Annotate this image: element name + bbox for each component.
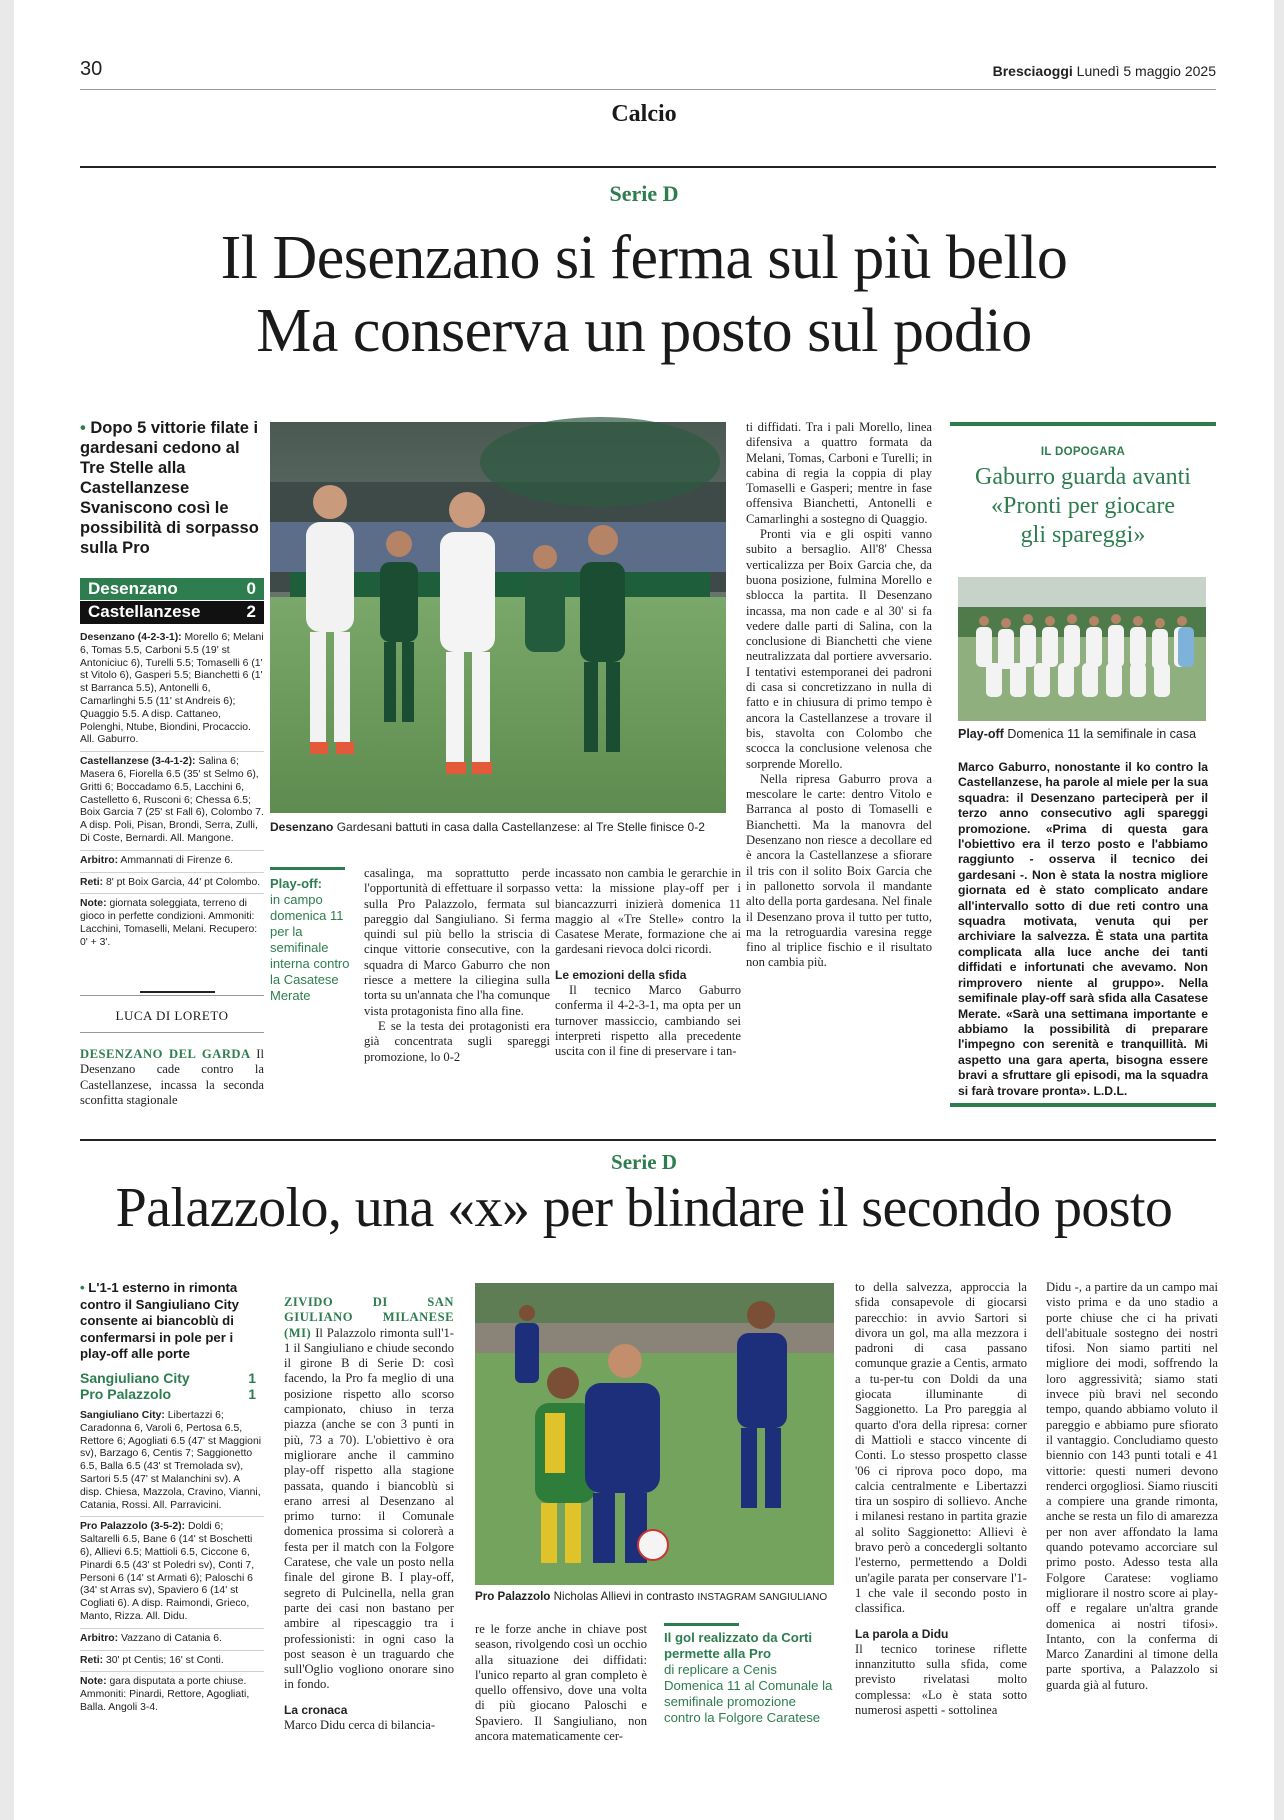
article2-photo (475, 1283, 834, 1585)
article2-dateline: ZIVIDO DI SAN GIULIANO MILANESE (MI) (284, 1295, 454, 1340)
header-rule-thick (80, 166, 1216, 168)
article2-col3 (855, 1280, 1027, 1757)
box-rule-bottom (950, 1103, 1216, 1107)
stats-away-text: Salina 6; Masera 6, Fiorella 6.5 (35' st Selmo 6), Gritti 6; Boccadamo 6.5, Lacchini 6, Castelletto 6, Rusconi 6; Chessa 6.5; Boix Garcia 7 (25' st Fall 6), Colombo 7. A disp. Poli, Pisan, Brondi, Serra, Zulli, Di Coste, Bernardi. All. Mangone. (80, 756, 264, 844)
sidebar-title: Play-off: (270, 876, 322, 891)
section-title: Calcio (611, 101, 677, 127)
stats2-notes-text: gara disputata a porte chiuse. Ammoniti: Pinardi, Rettore, Agogliati, Balla. Angoli 3-4. (80, 1676, 250, 1713)
article1-dateline: DESENZANO DEL GARDA (80, 1047, 251, 1061)
article1-col4 (746, 420, 932, 1112)
article2-col2 (475, 1622, 647, 1757)
article2-photo-caption (475, 1590, 865, 1605)
caption2-text: Nicholas Allievi in contrasto (553, 1590, 695, 1603)
stats2-referee (80, 1629, 264, 1651)
article1-col3 (555, 866, 741, 1111)
article1-col4-p1: ti diffidati. Tra i pali Morello, linea difensiva a quattro formata da Melani, Tomas, Carboni e Turelli; in cabina di regia la coppia di play Tomaselli e Gasperi; mentre in fase offensiva Bianchetti, Antonelli e Camarlinghi a sostegno di Quaggio. (746, 420, 932, 526)
article1-col2 (364, 866, 550, 1111)
stats-home-text: Morello 6; Melani 6, Tomas 5.5, Carboni 5.5 (19' st Antoniciuc 6), Turelli 5.5; Tomaselli 6 (1' st Vitolo 6), Gasperi 5.5; Bianchetti 6 (1' st Barranca 5.5), Antonelli 6, Camarlinghi 5.5 (11' st Andreis 6); Quaggio 5.5. A disp. Cattaneo, Polenghi, Ntube, Biondini, Procaccio. All. Gaburro. (80, 632, 264, 746)
article1-author: LUCA DI LORETO (115, 1008, 229, 1023)
article1-summary (80, 418, 265, 558)
stats2-away-lineup (80, 1517, 264, 1628)
article1-col4-p2: Pronti via e gli ospiti vanno subito a bersaglio. All'8' Chessa verticalizza per Boix Garcia che, da buona posizione, fulmina Morello e sblocca la partita. Il Desenzano incassa, ma non cade e al 30' si fa vedere dalle parti di Salina, con la conclusione di Bianchetti che viene neutralizzata dal portiere avversario. I tentativi estemporanei dei padroni di casa si concretizzano in nulla di fatto e in chiusura di primo tempo è ancora la Castellanzese a trovare il bis, stavolta con Colombo che scocca la conclusione velenosa che sorprende Morello. (746, 527, 932, 771)
article2-col1-p2: Marco Didu cerca di bilancia- (284, 1718, 436, 1733)
stats2-away-text: Doldi 6; Saltarelli 6.5, Bane 6 (14' st Boschetti 6), Allievi 6.5; Mattioli 6.5, Ciccone 6, Pinardi 6.5 (43' st Poledri sv), Conti 7, Personi 6 (14' st Armati 6); Paloschi 6 (34' st Arras sv), Spaviero 6 (14' st Cogliati 6). A disp. Raimondi, Grieco, Manto, Rizza. All. Didu. (80, 1521, 255, 1622)
stats2-goals (80, 1651, 264, 1673)
article1-col2-p2: E se la testa dei protagonisti era già concentrata sugli spareggi promozione, lo 0-2 (364, 1018, 550, 1064)
author-rule-top-thin (80, 995, 264, 996)
bullet-icon: • (80, 419, 86, 437)
score-goals-home: 0 (246, 579, 256, 598)
stats2-referee-text: Vazzano di Catania 6. (120, 1632, 222, 1644)
stats-goals-text: 8' pt Boix Garcia, 44' pt Colombo. (105, 876, 261, 888)
bullet-icon-2: • (80, 1280, 85, 1295)
article1-scoreboard (80, 578, 264, 624)
score-team-away: Castellanzese (88, 602, 201, 621)
article2-summary (80, 1280, 255, 1363)
box-text-p: Marco Gaburro, nonostante il ko contro la Castellanzese, ha parole al miele per la sua squadra: il Desenzano parteciperà per il terzo anno consecutivo agli spareggi promozione. «Prima di questa gara l'obiettivo era il terzo posto e l'abbiamo raggiunto - osserva il tecnico dei gardesani -. Non è stata la nostra migliore giornata ed è stato complicato andare all'intervallo sotto di due reti contro una squadra motivata, venuta qui per archiviare la salvezza. È stata una partita complicata alla luce anche dei tanti diffidati e infortunati che avevamo. Non rimprovero niente al gruppo». Nella semifinale play-off sarà sfida alla Casatese Merate. «Sarà una settimana importante e abbiamo la possibilità di preparare l'impegno con serenità e tranquillità. Mi aspetto una gara aperta, bisogna essere bravi a sfruttare gli episodi, ma la squadra si farà trovare pronta». L.D.L. (958, 760, 1208, 1098)
desenzano-players-image (270, 422, 726, 813)
stats-notes (80, 894, 264, 953)
article2-col4-p1: Didu -, a partire da un campo mai visto prima e da uno stadio a porte chiuse che ci ha privati dell'abituale sostegno dei nostri tifosi. Non siamo partiti nel migliore dei modi, soffrendo la loro aggressività; siamo stati invece più bravi nel secondo tempo, quando abbiamo voluto il pareggio e abbiamo pure sfiorato il vantaggio. Concludiamo questo biennio con 143 punti totali e 41 vittorie: questi numeri devono renderci orgogliosi. Siamo riusciti a compiere una grande rimonta, anche se resta un filo di amarezza per non aver affondato la lama quando potevamo accorciare sul primo posto. Adesso testa alla Folgore Caratese: vogliamo migliorare il nostro score ai play-off e regalare un'altra grande domenica ai nostri tifosi». Intanto, con la conferma di Marco Zanardini al timone della parte sportiva, a Palazzolo si guarda già al futuro. (1046, 1280, 1218, 1692)
stats-notes-text: giornata soleggiata, terreno di gioco in perfette condizioni. Ammoniti: Lacchini, Tomaselli, Melani. Recupero: 0' + 3'. (80, 898, 258, 948)
article1-subhead: Le emozioni della sfida (555, 967, 687, 982)
stats-home-label: Desenzano (4-2-3-1): (80, 632, 182, 643)
article1-headline-line2: Ma conserva un posto sul podio (256, 297, 1032, 365)
article1-col4-p3: Nella ripresa Gaburro prova a mescolare le carte: dentro Vitolo e Barranca al posto di Tomaselli e Bianchetti. Ma la manovra del Desenzano non riesce a decollare ed è ancora la Castellanzese a sfiorare il tris con il solito Boix Garcia che in pallonetto sorvola il mandante alto della porta gardesana. Nel finale il Desenzano prova il tutto per tutto, ma la retroguardia varesina regge fino al triplice fischio e il risultato non cambia più. (746, 771, 932, 970)
sidebar2-text: di replicare a Cenis Domenica 11 al Comunale la semifinale promozione contro la Folgore Caratese (664, 1662, 833, 1725)
article2-col1 (284, 1295, 454, 1755)
article2-col1-p1: Il Palazzolo rimonta sull'1-1 il Sangiuliano e chiude secondo il girone B di Serie D: così facendo, la Pro fa meglio di una posizione rispetto allo scorso campionato, chiuso in terza piazza (anche se con 3 punti in più, 73 a 70). L'obiettivo è ora migliorare anche il cammino play-off rispetto alla stagione passata, quando i biancoblù si erano arresi al Desenzano al primo turno: il Comunale domenica prossima si colorerà a festa per il match con la Folgore Caratese, che vale un posto nella finale del girone B. I play-off, segreto di Pulcinella, nella gran parte dei casi non bastano per ambire al ripescaggio tra i professionisti: in ogni caso la post season è un traguardo che sull'Oglio vogliono onorare sino in fondo. (284, 1325, 454, 1692)
box-caption-text: Domenica 11 la semifinale in casa (1007, 727, 1197, 741)
article2-col2-p1: re le forze anche in chiave post season, rivolgendo così un occhio alla situazione dei diffidati: l'unico reparto al gran completo è quello offensivo, dove una volta di più giocano Paloschi e Spaviero. Il Sangiuliano, non ancora matematicamente cer- (475, 1622, 647, 1744)
score2-row-home (80, 1370, 264, 1386)
article2-scoreboard (80, 1370, 264, 1402)
score-goals-away: 2 (246, 602, 256, 621)
stats-goals-label: Reti: (80, 876, 104, 888)
stats-goals (80, 873, 264, 895)
stats2-home-label: Sangiuliano City: (80, 1410, 165, 1421)
stats-referee-text: Ammannati di Firenze 6. (120, 854, 234, 866)
newspaper-page (14, 0, 1274, 1820)
box-photo-caption (958, 727, 1216, 741)
masthead-date (993, 63, 1216, 79)
score-team-home: Desenzano (88, 579, 178, 598)
caption2-bold: Pro Palazzolo (475, 1590, 551, 1603)
article2-sidebar (664, 1630, 834, 1726)
article1-sidebar (270, 876, 350, 1004)
score-row-home (80, 578, 264, 601)
box-caption-bold: Play-off (958, 727, 1004, 741)
stats-home-lineup (80, 628, 264, 752)
photo-credit: INSTAGRAM SANGIULIANO (697, 1592, 828, 1603)
team-photo-image (958, 577, 1206, 721)
score2-team-home: Sangiuliano City (80, 1370, 190, 1386)
stats2-notes (80, 1672, 264, 1718)
stats2-referee-label: Arbitro: (80, 1632, 119, 1644)
article2-subhead2: La parola a Didu (855, 1626, 949, 1641)
stats-away-label: Castellanzese (3-4-1-2): (80, 756, 196, 768)
article2-summary-text: L'1-1 esterno in rimonta contro il Sangiuliano City consente ai biancoblù di confermarsi in pole per i play-off alle porte (80, 1280, 239, 1361)
article1-stats (80, 628, 264, 953)
score2-row-away (80, 1386, 264, 1402)
box-title-line1: Gaburro guarda avanti (975, 464, 1191, 490)
article2-col3-p2: Il tecnico torinese riflette innanzitutto sulla sfida, come previsto rivelatasi molto complessa: «Lo è stata sotto numerosi aspetti - sottolinea (855, 1641, 1027, 1718)
article2-sidebar-rule (664, 1623, 739, 1626)
sidebar2-title: Il gol realizzato da Corti permette alla Pro (664, 1630, 813, 1661)
score2-team-away: Pro Palazzolo (80, 1386, 172, 1402)
article1-col3-p1: incassato non cambia le gerarchie in vetta: la missione play-off per i biancazzurri inizierà domenica 11 maggio al «Tre Stelle» contro la Casatese Merate, formazione che ai gardesani rievoca dolci ricordi. (555, 866, 741, 957)
article2-col3-p1: to della salvezza, approccia la sfida consapevole di giocarsi parecchio: in avvio Sartori si divora un gol, ma alla mezzora i padroni di casa passano comunque grazie a Centis, armato a tu-per-tu con Doldi da una giocata illuminante di Saggionetto. La Pro pareggia al quarto d'ora della ripresa: corner di Mattioli e stacco vincente di Conti. Lo stesso prospetto classe '06 ci riprova poco dopo, ma calcia centralmente e Libertazzi tira un sospiro di sollievo. Anche i milanesi restano in partita grazie al solito Saggionetto: Allievi è bravo però a concedergli soltanto l'esterno, permettendo a Doldi un'agile parata per conservare l'1-1 che vale il secondo posto in classifica. (855, 1280, 1027, 1616)
caption-bold: Desenzano (270, 820, 334, 834)
article2-kicker: Serie D (611, 1150, 677, 1174)
author-rule-bottom (80, 1032, 264, 1033)
stats2-home-text: Libertazzi 6; Caradonna 6, Varoli 6, Pertosa 6.5, Rettore 6; Agogliati 6.5 (47' st Maggioni sv), Barzago 6, Centis 7; Saggionetto 6.5, Balla 6.5 (43' st Tremolada sv), Sartori 5.5 (47' st Malanchini sv). A disp. Chiesa, Mazzola, Cravino, Vianni, Catania, Rossi. All. Parravicini. (80, 1410, 262, 1511)
article1-headline-line1: Il Desenzano si ferma sul più bello (220, 224, 1068, 292)
article1-col3-p2: Il tecnico Marco Gaburro conferma il 4-2-3-1, ma opta per un turnover massiccio, cambiando sei interpreti rispetto alla precedente uscita con il fine di preservare i tan- (555, 983, 741, 1059)
box-title (950, 463, 1216, 550)
stats2-home-lineup (80, 1406, 264, 1517)
article-divider (80, 1139, 1216, 1141)
article2-headline: Palazzolo, una «x» per blindare il secondo posto (115, 1177, 1173, 1239)
stats-referee-label: Arbitro: (80, 854, 119, 866)
article1-summary-text: Dopo 5 vittorie filate i gardesani cedono al Tre Stelle alla Castellanzese Svaniscono così le possibilità di sorpasso sulla Pro (80, 419, 259, 557)
box-kicker: IL DOPOGARA (1040, 446, 1126, 458)
caption-text: Gardesani battuti in casa dalla Castellanzese: al Tre Stelle finisce 0-2 (336, 820, 705, 834)
sidebar-text: in campo domenica 11 per la semifinale interna contro la Casatese Merate (270, 892, 350, 1003)
page-number: 30 (80, 58, 103, 80)
article1-col2-p1: casalinga, ma soprattutto perde l'opportunità di effettuare il sorpasso sulla Pro Palazzolo, fermata sul pareggio dal Sangiuliano. Si ferma quindi sul più bello la striscia di cinque vittorie consecutive, con la squadra di Marco Gaburro che non riesce a mettere la ciliegina sulla torta su un'annata che l'ha comunque vista protagonista fino alla fine. (364, 866, 550, 1018)
article2-subhead1: La cronaca (284, 1702, 348, 1717)
author-rule-top (140, 991, 215, 993)
article1-intro-text: Il Desenzano cade contro la Castellanzese, incassa la seconda sconfitta stagionale (80, 1047, 264, 1107)
stats2-goals-label: Reti: (80, 1654, 104, 1666)
article1-col1-intro (80, 1047, 264, 1113)
article1-sidebar-rule (270, 867, 345, 870)
issue-date: Lunedì 5 maggio 2025 (1076, 63, 1216, 79)
article2-col4 (1046, 1280, 1218, 1757)
box-photo (958, 577, 1206, 721)
article2-stats (80, 1406, 264, 1724)
stats2-notes-label: Note: (80, 1676, 107, 1688)
stats-notes-label: Note: (80, 898, 107, 910)
stats2-goals-text: 30' pt Centis; 16' st Conti. (105, 1654, 224, 1666)
box-text (958, 760, 1208, 1098)
box-title-line3: gli spareggi» (1020, 522, 1146, 548)
article1-photo-caption (270, 820, 740, 834)
score2-goals-away: 1 (248, 1386, 256, 1402)
stats-away-lineup (80, 752, 264, 851)
article1-kicker: Serie D (609, 181, 679, 206)
score2-goals-home: 1 (248, 1370, 256, 1386)
stats-referee (80, 851, 264, 873)
score-row-away (80, 601, 264, 624)
article1-headline (14, 222, 1274, 368)
box-title-line2: «Pronti per giocare (991, 493, 1175, 519)
box-rule-top (950, 422, 1216, 426)
stats2-away-label: Pro Palazzolo (3-5-2): (80, 1521, 186, 1533)
header-rule-thin (80, 89, 1216, 90)
palazzolo-match-image (475, 1283, 834, 1585)
publication-name: Bresciaoggi (992, 63, 1073, 79)
article1-photo (270, 422, 726, 813)
